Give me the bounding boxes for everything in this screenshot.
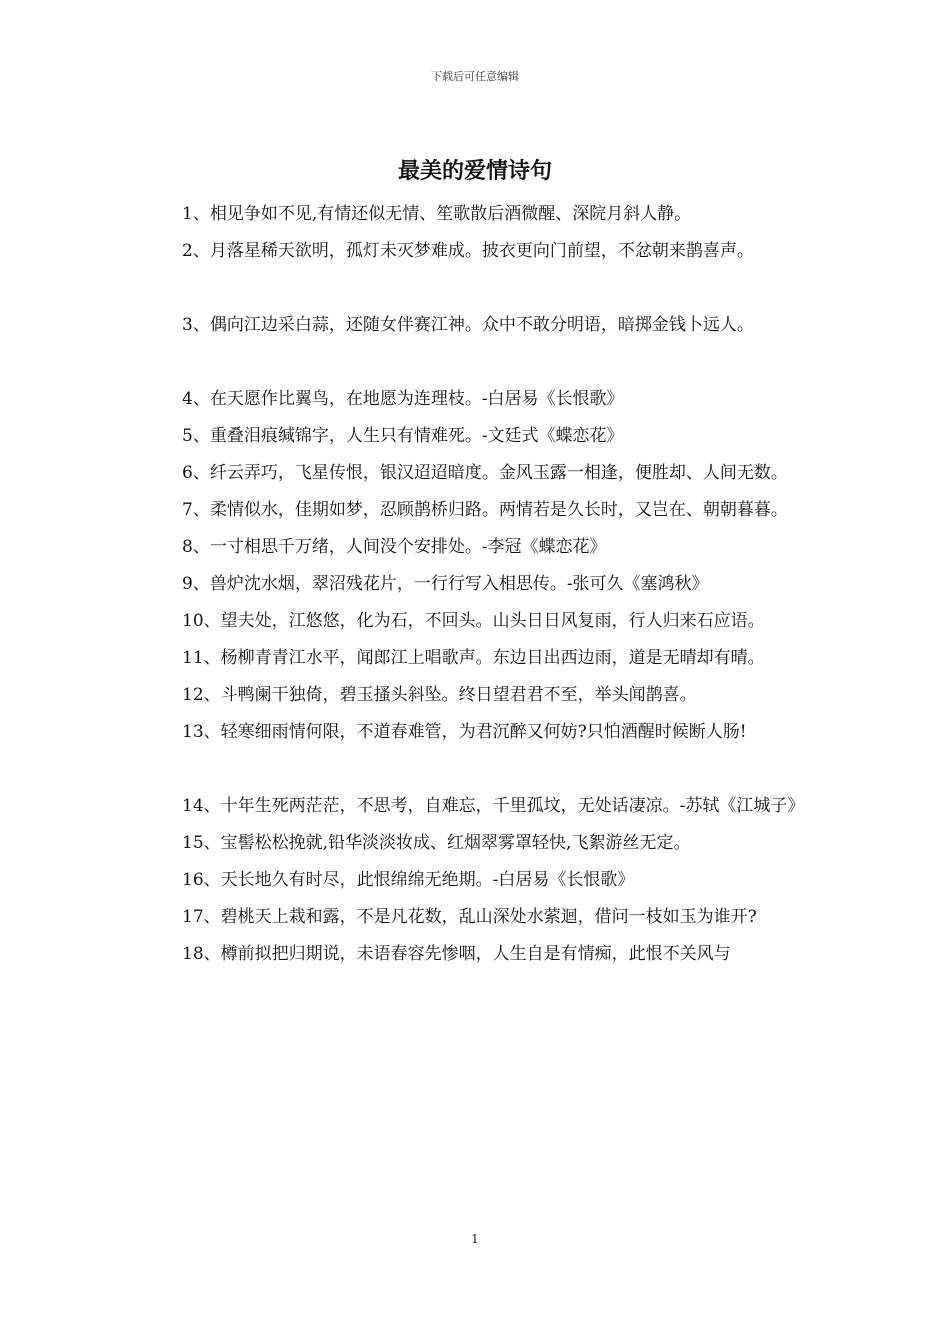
poem-line-18: 18、樽前拟把归期说，未语春容先惨咽，人生自是有情痴，此恨不关风与: [182, 944, 731, 964]
poem-line-8: 8、一寸相思千万绪，人间没个安排处。-李冠《蝶恋花》: [182, 537, 607, 557]
poem-line-12: 12、斗鸭阑干独倚，碧玉搔头斜坠。终日望君君不至，举头闻鹊喜。: [182, 685, 697, 705]
poem-line-13: 13、轻寒细雨情何限，不道春难管，为君沉醉又何妨?只怕酒醒时候断人肠!: [182, 722, 747, 742]
poem-line-1: 1、相见争如不见,有情还似无情、笙歌散后酒微醒、深院月斜人静。: [182, 204, 692, 224]
poem-line-15: 15、宝髻松松挽就,铅华淡淡妆成、红烟翠雾罩轻快,飞絮游丝无定。: [182, 833, 691, 853]
poem-line-9: 9、兽炉沈水烟，翠沼残花片，一行行写入相思传。-张可久《塞鸿秋》: [182, 574, 709, 594]
poem-line-3: 3、偶向江边采白蒜，还随女伴赛江神。众中不敢分明语，暗掷金钱卜远人。: [182, 315, 754, 335]
poem-list: [144, 196, 820, 973]
poem-line-7: 7、柔情似水，佳期如梦，忍顾鹊桥归路。两情若是久长时，又岂在、朝朝暮暮。: [182, 500, 788, 520]
poem-line-17: 17、碧桃天上栽和露，不是凡花数，乱山深处水萦迴，借问一枝如玉为谁开?: [182, 907, 757, 927]
poem-line-5: 5、重叠泪痕缄锦字，人生只有情难死。-文廷式《蝶恋花》: [182, 426, 624, 446]
document-title: 最美的爱情诗句: [397, 159, 552, 184]
poem-line-6: 6、纤云弄巧，飞星传恨，银汉迢迢暗度。金风玉露一相逢，便胜却、人间无数。: [182, 463, 788, 483]
poem-line-16: 16、天长地久有时尽，此恨绵绵无绝期。-白居易《长恨歌》: [182, 870, 635, 890]
page-number: 1: [471, 1232, 479, 1246]
header-note: 下载后可任意编辑: [431, 70, 519, 83]
poem-line-11: 11、杨柳青青江水平，闻郎江上唱歌声。东边日出西边雨，道是无晴却有晴。: [182, 648, 765, 668]
poem-line-2: 2、月落星稀天欲明，孤灯未灭梦难成。披衣更向门前望，不忿朝来鹊喜声。: [182, 241, 754, 261]
poem-line-4: 4、在天愿作比翼鸟，在地愿为连理枝。-白居易《长恨歌》: [182, 389, 624, 409]
poem-line-10: 10、望夫处，江悠悠，化为石，不回头。山头日日风复雨，行人归来石应语。: [182, 611, 765, 631]
poem-line-14: 14、十年生死两茫茫，不思考，自难忘，千里孤坟，无处话凄凉。-苏轼《江城子》: [182, 796, 805, 816]
